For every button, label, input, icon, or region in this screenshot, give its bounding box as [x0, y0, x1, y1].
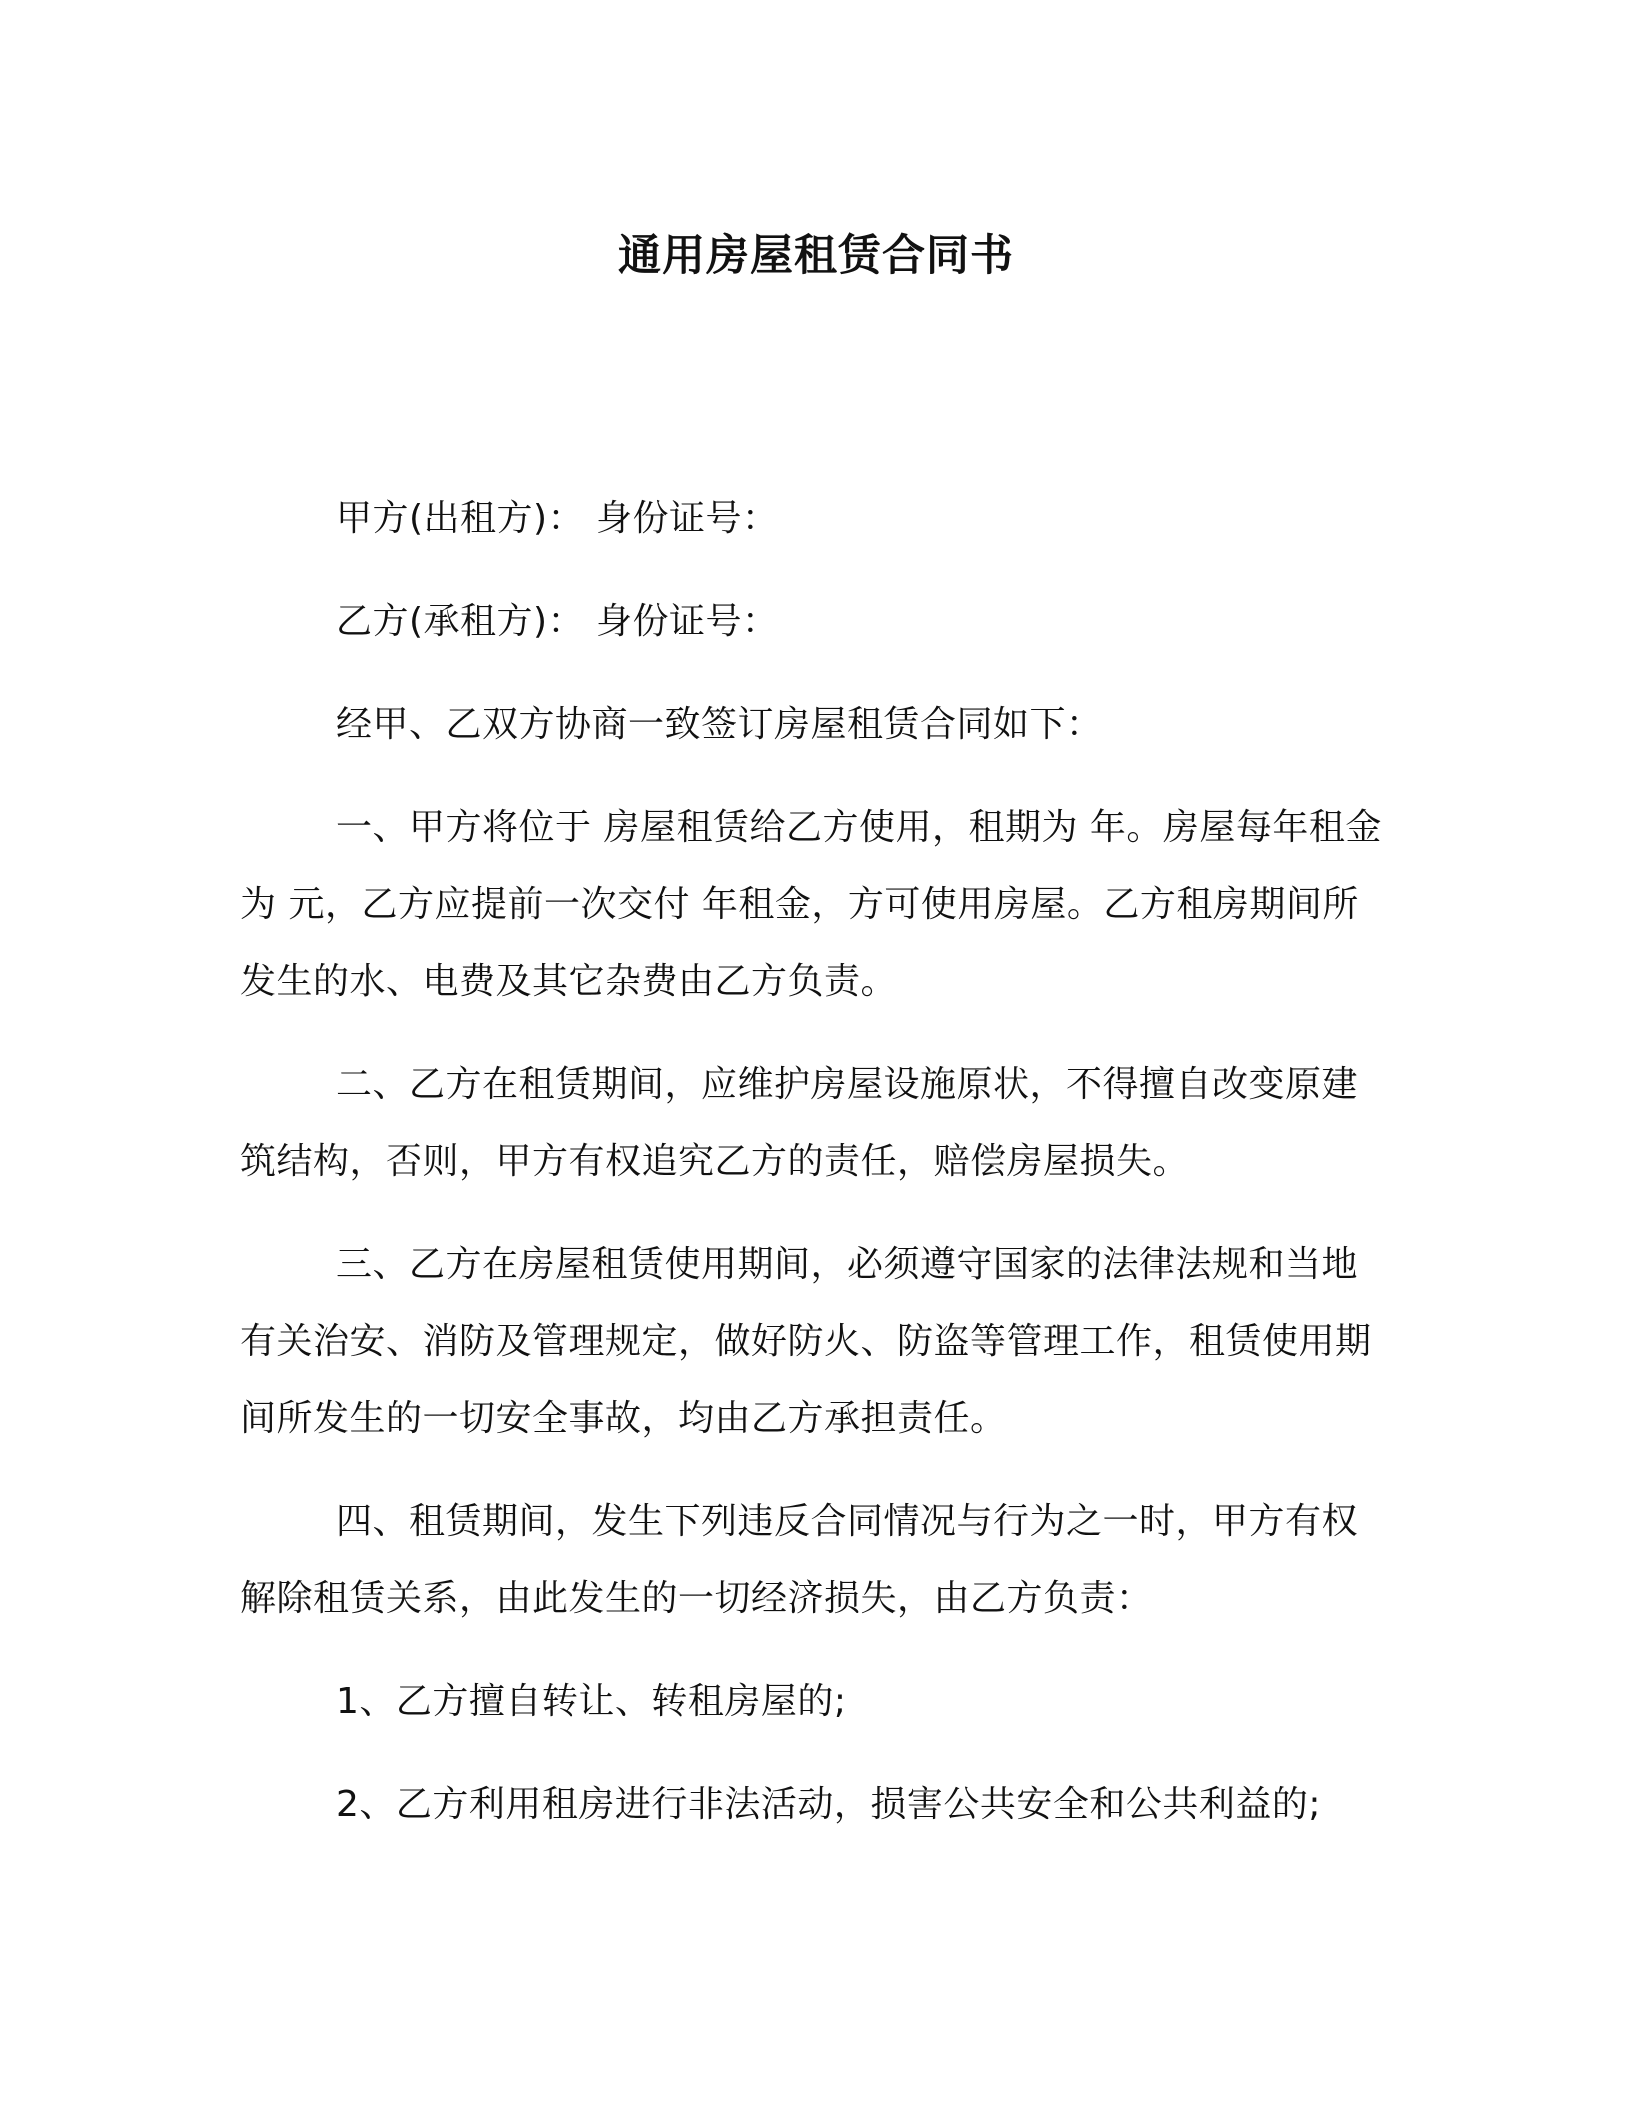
contract-body: [240, 480, 1392, 1869]
clause-1: 一、甲方将位于 房屋租赁给乙方使用，租期为 年。房屋每年租金为 元，乙方应提前一次交付 年租金，方可使用房屋。乙方租房期间所发生的水、电费及其它杂费由乙方负责。: [240, 807, 1382, 1002]
party-a-line: 甲方(出租方)： 身份证号：: [336, 498, 779, 539]
clause-2: 二、乙方在租赁期间，应维护房屋设施原状，不得擅自改变原建筑结构，否则，甲方有权追究乙方的责任，赔偿房屋损失。: [240, 1064, 1359, 1182]
clause-4: 四、租赁期间，发生下列违反合同情况与行为之一时，甲方有权解除租赁关系，由此发生的一切经济损失，由乙方负责：: [240, 1501, 1359, 1619]
clause-3: 三、乙方在房屋租赁使用期间，必须遵守国家的法律法规和当地有关治安、消防及管理规定，做好防火、防盗等管理工作，租赁使用期间所发生的一切安全事故，均由乙方承担责任。: [240, 1244, 1372, 1439]
party-b-line: 乙方(承租方)： 身份证号：: [336, 601, 779, 642]
clause-4-item-1: 1、乙方擅自转让、转租房屋的;: [336, 1681, 847, 1722]
clause-4-item-2: 2、乙方利用租房进行非法活动，损害公共安全和公共利益的;: [336, 1784, 1322, 1825]
document-title: 通用房屋租赁合同书: [618, 231, 1014, 281]
agreement-intro: 经甲、乙双方协商一致签订房屋租赁合同如下：: [336, 704, 1103, 745]
